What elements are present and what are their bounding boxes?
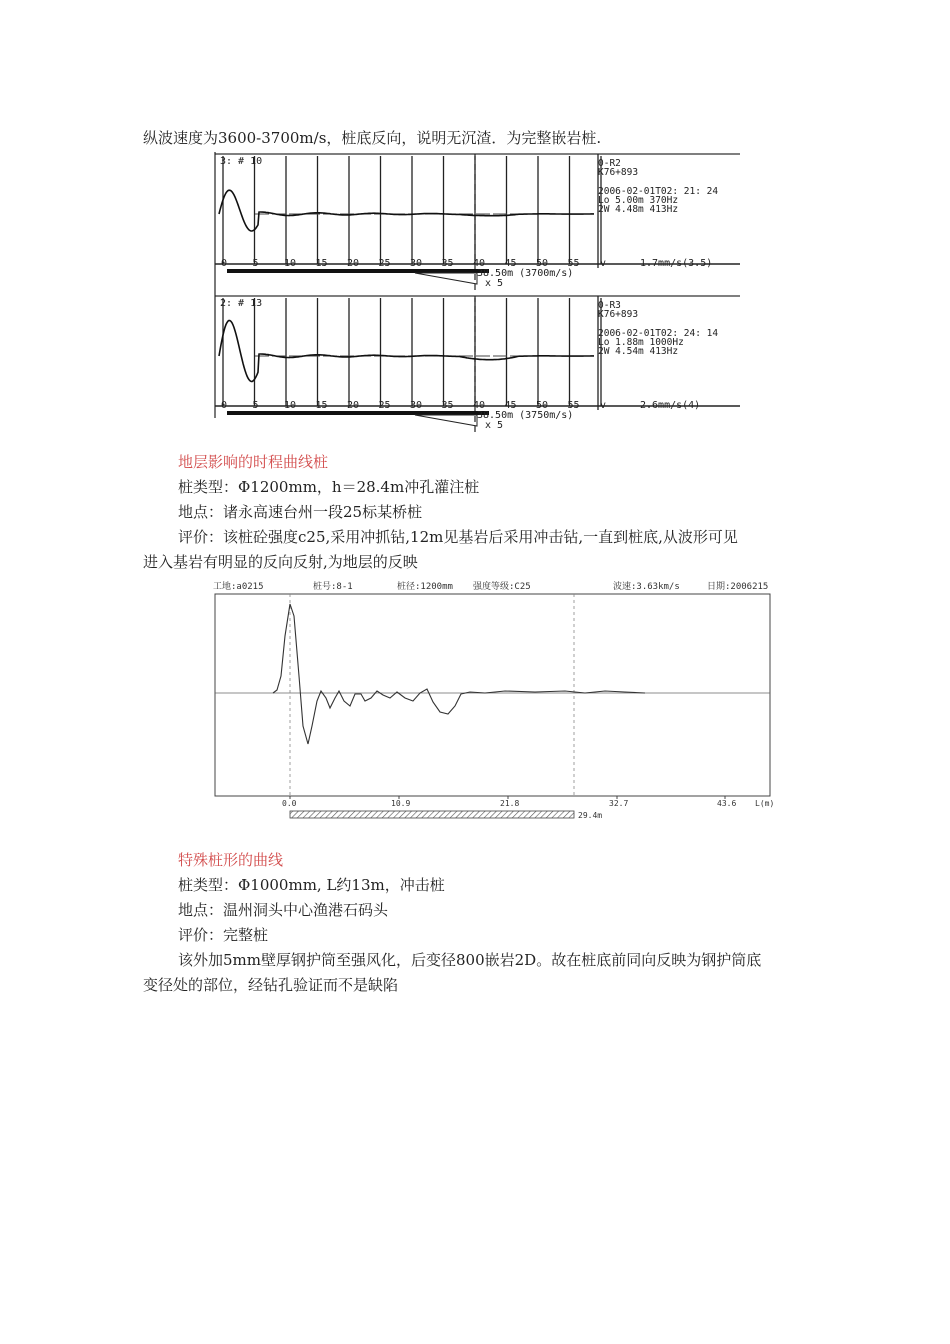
location-text-2: 地点：温州洞头中心渔港石码头 (178, 901, 389, 919)
info-line: 0-R2 (598, 158, 621, 169)
x-tick-label: 10 (284, 258, 297, 269)
x-tick-label: 43.6 (717, 799, 737, 808)
x-tick-label: 45 (504, 400, 517, 411)
x-tick-label: 32.7 (609, 799, 629, 808)
x-tick-label: 0 (221, 400, 228, 411)
evaluation-text-3: 评价：完整桩 (178, 926, 269, 944)
x-tick-label: 10.9 (391, 799, 411, 808)
v-label: v (600, 400, 607, 411)
header-label: 波速:3.63km/s (613, 582, 680, 592)
pile-type-text-2: 桩类型：Φ1000mm, L约13m，冲击桩 (178, 876, 445, 894)
waveform-panel-1 (215, 154, 740, 292)
x-tick-label: 15 (315, 400, 328, 411)
x-tick-label: 35 (441, 258, 454, 269)
info-line: K76+893 (598, 167, 639, 178)
pile-type-text: 桩类型：Φ1200mm，h＝28.4m冲孔灌注桩 (178, 478, 480, 496)
x-tick-label: 25 (378, 258, 391, 269)
x-tick-label: 5 (252, 400, 259, 411)
header-label: 工地:a0215 (213, 582, 264, 592)
taper-wedge (415, 415, 477, 426)
channel-label: 3: # 10 (220, 156, 263, 167)
waveform-figure-1 (195, 148, 750, 433)
info-line: K76+893 (598, 309, 639, 320)
scale-label: x 5 (485, 420, 504, 431)
header-label: 桩号:8-1 (313, 582, 353, 592)
info-line: 2006-02-01T02: 24: 14 (598, 328, 719, 339)
scale-label: x 5 (485, 278, 504, 289)
x-tick-label: 21.8 (500, 799, 520, 808)
x-tick-label: 50 (536, 400, 549, 411)
taper-wedge (415, 273, 477, 284)
info-line: 0-R3 (598, 300, 621, 311)
info-line: Lo 5.00m 370Hz (598, 195, 679, 206)
time-history-curve (273, 604, 645, 744)
info-line: 2W 4.54m 413Hz (598, 346, 679, 357)
x-tick-label: 5 (252, 258, 259, 269)
info-line: 2006-02-01T02: 21: 24 (598, 186, 719, 197)
info-line: Lo 1.88m 1000Hz (598, 337, 684, 348)
x-tick-label: 45 (504, 258, 517, 269)
x-tick-label: 0 (221, 258, 228, 269)
pile-length-label: 29.4m (578, 811, 603, 820)
pile-length-bar (290, 811, 574, 818)
depth-label: 38.50m (3700m/s) (477, 268, 574, 279)
x-tick-label: 40 (473, 400, 486, 411)
waveform-panel-2 (215, 296, 740, 433)
x-tick-label: 15 (315, 258, 328, 269)
x-tick-label: 10 (284, 400, 297, 411)
header-label: 桩径:1200mm (397, 582, 453, 592)
header-label: 强度等级:C25 (473, 582, 531, 592)
x-tick-label: 30 (410, 400, 423, 411)
x-tick-label: 20 (347, 258, 360, 269)
x-tick-label: 50 (536, 258, 549, 269)
x-tick-label: 35 (441, 400, 454, 411)
v-label: v (600, 258, 607, 269)
x-tick-label: 40 (473, 258, 486, 269)
time-history-chart (213, 580, 774, 820)
section-title-stratum: 地层影响的时程曲线桩 (178, 453, 329, 471)
depth-label: 38.50m (3750m/s) (477, 410, 574, 421)
velocity-label: 2.6mm/s(4) (640, 400, 701, 411)
x-tick-label: 30 (410, 258, 423, 269)
pile-length-bar (227, 269, 489, 273)
x-tick-label: 25 (378, 400, 391, 411)
x-tick-label: 55 (567, 258, 580, 269)
velocity-label: 1.7mm/s(3.5) (640, 258, 713, 269)
evaluation-text-2: 进入基岩有明显的反向反射,为地层的反映 (143, 553, 418, 571)
header-label: 日期:2006215 (707, 582, 769, 592)
location-text: 地点：诸永高速台州一段25标某桥桩 (178, 503, 423, 521)
section-title-special: 特殊桩形的曲线 (178, 851, 284, 869)
evaluation-text-1: 评价：该桩砼强度c25,采用冲抓钻,12m见基岩后采用冲击钻,一直到桩底,从波形可见 (178, 528, 738, 546)
x-tick-label: 0.0 (282, 799, 297, 808)
description-text-2: 变径处的部位，经钻孔验证而不是缺陷 (143, 976, 399, 994)
paragraph-velocity: 纵波速度为3600-3700m/s，桩底反向，说明无沉渣．为完整嵌岩桩. (143, 129, 602, 147)
info-line: 2W 4.48m 413Hz (598, 204, 679, 215)
description-text-1: 该外加5mm壁厚钢护筒至强风化，后变径800嵌岩2D。故在桩底前同向反映为钢护筒底 (178, 951, 762, 969)
x-tick-label: 20 (347, 400, 360, 411)
x-tick-label: 55 (567, 400, 580, 411)
channel-label: 2: # 13 (220, 298, 263, 309)
pile-length-bar (227, 411, 489, 415)
x-unit-label: L(m) (755, 799, 775, 808)
waveform-figure-2 (205, 576, 780, 826)
plot-frame (215, 594, 770, 796)
